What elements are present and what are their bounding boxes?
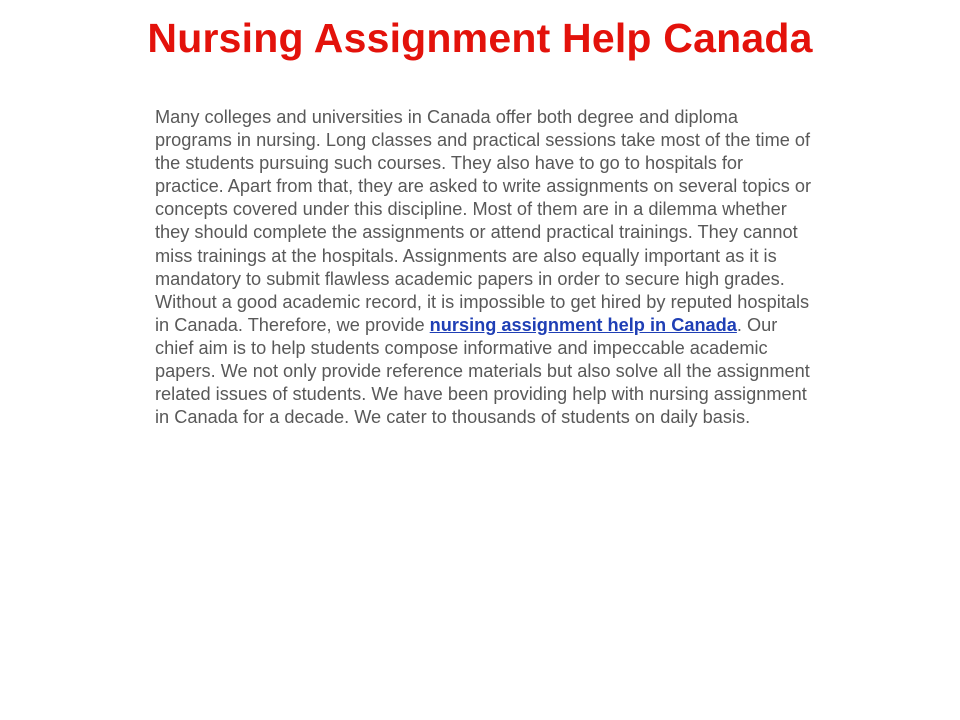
slide-title: Nursing Assignment Help Canada xyxy=(147,15,813,61)
body-paragraph xyxy=(155,106,815,429)
body-text-before-link: Many colleges and universities in Canada offer both degree and diploma programs in nursing. Long classes and practical sessions take most of the time of the students pursuing such courses. They also have to go to hospitals for practice. Apart from that, they are asked to write assignments on several topics or concepts covered under this discipline. Most of them are in a dilemma whether they should complete the assignments or attend practical trainings. They cannot miss trainings at the hospitals. Assignments are also equally important as it is mandatory to submit flawless academic papers in order to secure high grades. Without a good academic record, it is impossible to get hired by reputed hospitals in Canada. Therefore, we provide xyxy=(155,107,812,335)
body-text-after-link: . Our chief aim is to help students compose informative and impeccable academic papers. We not only provide reference materials but also solve all the assignment related issues of students. We have been providing help with nursing assignment in Canada for a decade. We cater to thousands of students on daily basis. xyxy=(155,314,810,428)
nursing-assignment-help-link[interactable]: nursing assignment help in Canada xyxy=(429,314,737,335)
